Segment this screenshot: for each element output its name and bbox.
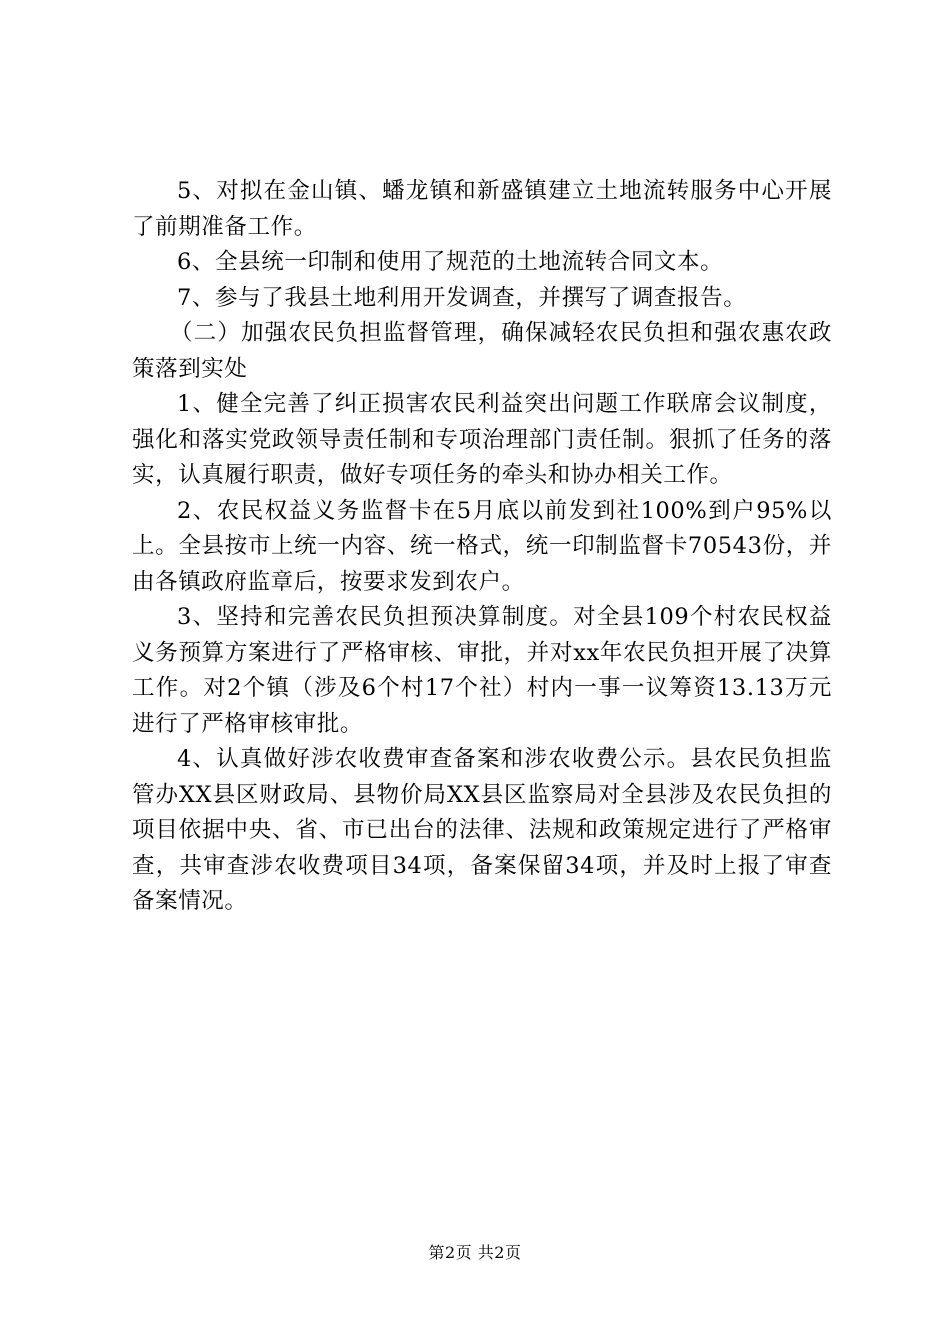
page-footer: 第2页 共2页 <box>428 1243 522 1262</box>
paragraph-item-4: 4、认真做好涉农收费审查备案和涉农收费公示。县农民负担监管办XX县区财政局、县物价局XX县区监察局对全县涉及农民负担的项目依据中央、省、市已出台的法律、法规和政策规定进行了严格审查，共审查涉农收费项目34项，备案保留34项，并及时上报了审查备案情况。 <box>132 746 832 914</box>
paragraph-item-1: 1、健全完善了纠正损害农民利益突出问题工作联席会议制度，强化和落实党政领导责任制和专项治理部门责任制。狠抓了任务的落实，认真履行职责，做好专项任务的牵头和协办相关工作。 <box>132 391 832 488</box>
paragraph-item-7: 7、参与了我县土地利用开发调查，并撰写了调查报告。 <box>177 284 747 311</box>
document-body <box>132 174 832 920</box>
paragraph-item-5: 5、对拟在金山镇、蟠龙镇和新盛镇建立土地流转服务中心开展了前期准备工作。 <box>132 178 832 240</box>
section-heading: （二）加强农民负担监督管理，确保减轻农民负担和强农惠农政策落到实处 <box>132 320 832 382</box>
paragraph-item-3: 3、坚持和完善农民负担预决算制度。对全县109个村农民权益义务预算方案进行了严格审核、审批，并对xx年农民负担开展了决算工作。对2个镇（涉及6个村17个社）村内一事一议筹资13.13万元进行了严格审核审批。 <box>132 604 832 737</box>
paragraph-item-6: 6、全县统一印制和使用了规范的土地流转合同文本。 <box>177 249 724 275</box>
paragraph-item-2: 2、农民权益义务监督卡在5月底以前发到社100%到户95%以上。全县按市上统一内容、统一格式，统一印制监督卡70543份，并由各镇政府监章后，按要求发到农户。 <box>132 497 832 595</box>
